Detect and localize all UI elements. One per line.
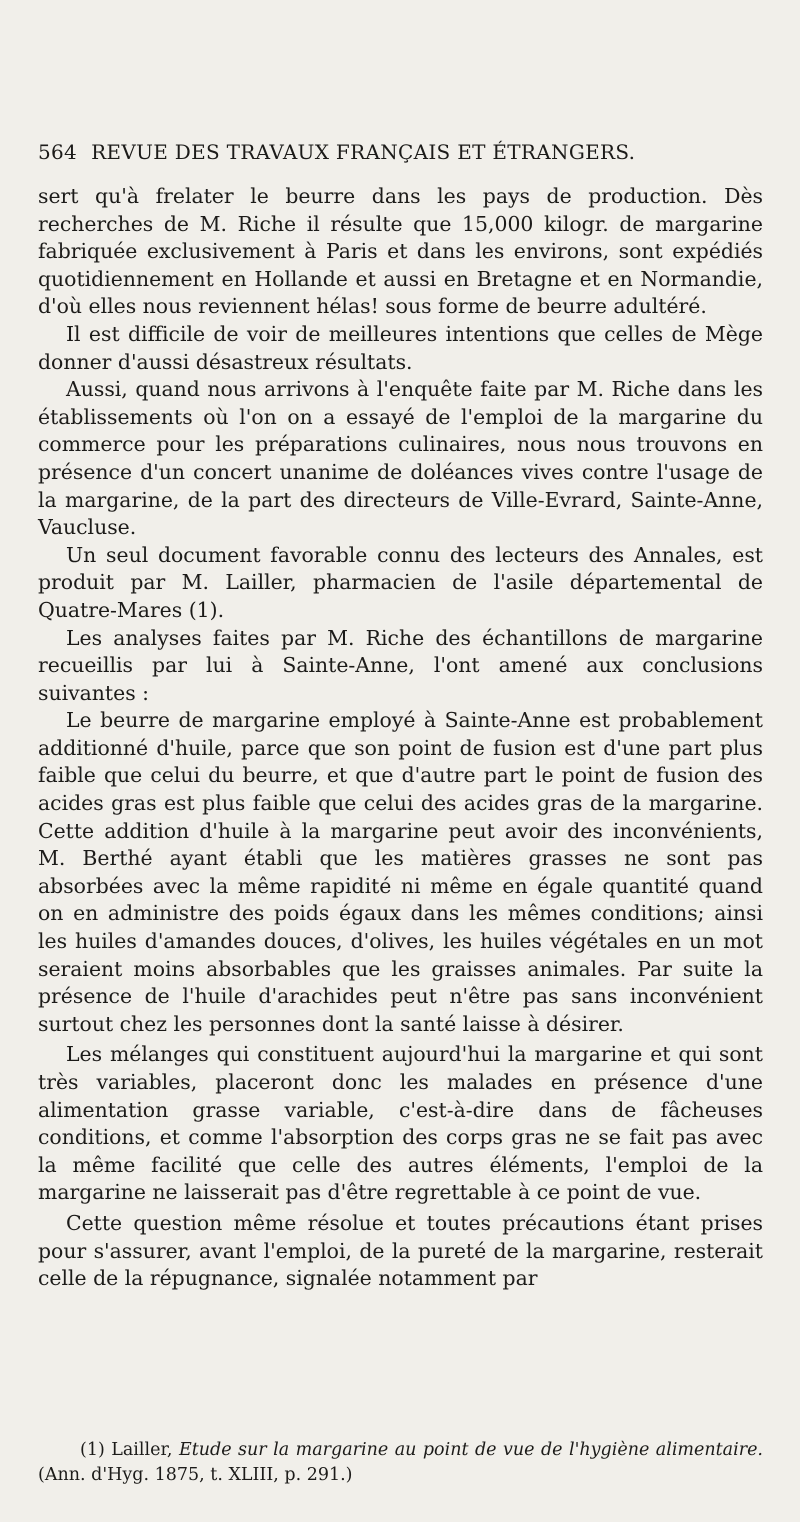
paragraph-7: Les mélanges qui constituent aujourd'hui la margarine et qui sont très variables, placeront donc les malades en présence d'une alimentation grasse variable, c'est-à-dire dans de fâcheuses conditions, et comme l'absorption des corps gras ne se fait pas avec la même facilité que celle des autres éléments, l'emploi de la margarine ne laisserait pas d'être regrettable à ce point de vue. <box>38 1042 763 1205</box>
paragraph-4: Un seul document favorable connu des lecteurs des Annales, est produit par M. Lailler, pharmacien de l'asile départemental de Quatre-Mares (1). <box>38 542 763 622</box>
footnote-title: Etude sur la margarine au point de vue de l'hygiène alimentaire. <box>178 1440 763 1460</box>
paragraph-5: Les analyses faites par M. Riche des échantillons de margarine recueillis par lui à Sainte-Anne, l'ont amené aux conclusions suivantes : <box>38 625 763 705</box>
paragraph-8: Cette question même résolue et toutes précautions étant prises pour s'assurer, avant l'emploi, de la pureté de la margarine, resterait celle de la répugnance, signalée notamment par <box>38 1210 763 1291</box>
footnote-source: (Ann. d'Hyg. 1875, t. XLIII, p. 291.) <box>38 1465 353 1485</box>
body-text <box>38 183 763 1293</box>
running-title: REVUE DES TRAVAUX FRANÇAIS ET ÉTRANGERS. <box>91 140 636 164</box>
footnote-marker: (1) Lailler, <box>80 1440 173 1460</box>
paragraph-2: Il est difficile de voir de meilleures intentions que celles de Mège donner d'aussi désastreux résultats. <box>38 321 763 374</box>
paragraph-6: Le beurre de margarine employé à Sainte-Anne est probablement additionné d'huile, parce que son point de fusion est d'une part plus faible que celui du beurre, et que d'autre part le point de fusion des acides gras est plus faible que celui des acides gras de la margarine. Cette addition d'huile à la margarine peut avoir des inconvénients, M. Berthé ayant établi que les matières grasses ne sont pas absorbées avec la même rapidité ni même en égale quantité quand on en administre des poids égaux dans les mêmes conditions; ainsi les huiles d'amandes douces, d'olives, les huiles végétales en un mot seraient moins absorbables que les graisses animales. Par suite la présence de l'huile d'arachides peut n'être pas sans inconvénient surtout chez les personnes dont la santé laisse à désirer. <box>38 708 763 1036</box>
page-number: 564 <box>38 140 78 164</box>
footnote <box>38 1438 763 1488</box>
paragraph-3: Aussi, quand nous arrivons à l'enquête faite par M. Riche dans les établissements où l'on on a essayé de l'emploi de la margarine du commerce pour les préparations culinaires, nous nous trouvons en présence d'un concert unanime de doléances vives contre l'usage de la margarine, de la part des directeurs de Ville-Evrard, Sainte-Anne, Vaucluse. <box>38 377 763 540</box>
running-header <box>38 140 763 164</box>
paragraph-1: sert qu'à frelater le beurre dans les pays de production. Dès recherches de M. Riche il résulte que 15,000 kilogr. de margarine fabriquée exclusivement à Paris et dans les environs, sont expédiés quotidiennement en Hollande et aussi en Bretagne et en Normandie, d'où elles nous reviennent hélas! sous forme de beurre adultéré. <box>38 184 763 319</box>
